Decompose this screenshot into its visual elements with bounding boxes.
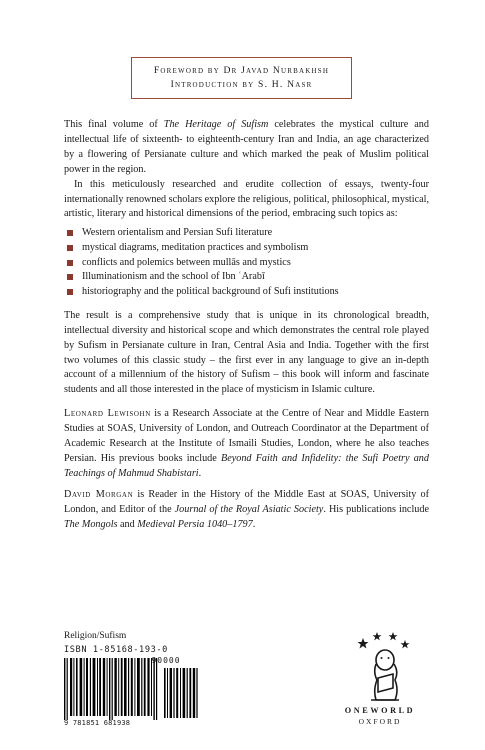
bullet-square-icon [67, 230, 73, 236]
topic-label: Illuminationism and the school of Ibn ʿArabī [82, 271, 265, 283]
topic-item [64, 241, 429, 256]
bio-text: . His publications include [323, 503, 429, 515]
bio-text: is Reader in the History of the Middle East at SOAS, University of London, and Editor of the [64, 488, 429, 515]
topic-label: historiography and the political background of Sufi institutions [82, 286, 339, 298]
foreword-credit: Foreword by Dr Javad Nurbakhsh [153, 65, 330, 76]
series-title: The Heritage of Sufism [163, 119, 269, 130]
topic-item [64, 226, 429, 241]
isbn-label: ISBN 1-85168-193-0 [64, 645, 168, 655]
bio-text: . [198, 467, 202, 479]
topic-item [64, 270, 429, 285]
summary-paragraph: The result is a comprehensive study that is unique in its chronological breadth, intellectual diversity and historical scope and which demonstrates the central role played by Sufism in Persianate culture in Iran, Central Asia and India. Together with the first two volumes of this classic study – the first ever in any language to give an in-depth account of a millennium of the history of Sufism – this book will inform and fascinate students and all those interested in the place of mysticism in Islamic culture. [64, 309, 429, 396]
bio-morgan [64, 488, 429, 533]
bullet-square-icon [67, 274, 73, 280]
journal-title: Journal of the Royal Asiatic Society [174, 503, 324, 515]
publisher-imprint [330, 705, 430, 727]
book-title: Medieval Persia 1040–1797 [137, 518, 253, 530]
book-title: The Mongols [64, 518, 118, 530]
publisher-name: ONEWORLD [344, 706, 416, 715]
author-name-morgan: David Morgan [64, 488, 134, 500]
barcode-icon [64, 658, 198, 720]
oneworld-logo-icon [343, 630, 423, 710]
intro-paragraph-1 [64, 118, 429, 178]
bullet-square-icon [67, 245, 73, 251]
bio-lewisohn [64, 407, 429, 482]
book-title: Beyond Faith and Infidelity: the Sufi Poetry and Teachings of Mahmud Shabistari [64, 453, 429, 479]
intro-text-a: This final volume of [64, 119, 164, 130]
credits-box [131, 57, 352, 99]
back-cover-text [64, 118, 429, 533]
category-label: Religion/Sufism [64, 631, 127, 641]
intro-text-b: celebrates the mystical culture and intellectual life of sixteenth- to eighteenth-century Iran and India, an age characterized by a flowering of Persianate culture and which marked the peak of Muslim political power in the region. [64, 119, 429, 175]
author-name-lewisohn: Leonard Lewisohn [64, 408, 151, 420]
topic-item [64, 256, 429, 271]
topic-label: mystical diagrams, meditation practices and symbolism [82, 242, 309, 254]
topic-label: conflicts and polemics between mullās and mystics [82, 256, 291, 268]
bio-text: is a Research Associate at the Centre of Near and Middle Eastern Studies at SOAS, University of London, and Outreach Coordinator at the Department of Academic Research at the Institute of Ismaili Studies, London, where he also teaches Persian. His previous books include [64, 408, 429, 465]
bullet-square-icon [67, 260, 73, 266]
topic-item [64, 285, 429, 300]
barcode-digits: 9 781851 681938 [64, 719, 131, 727]
addon-code: 90000 [151, 656, 181, 665]
topic-list [64, 226, 429, 300]
bio-text: . [252, 518, 256, 530]
introduction-credit: Introduction by S. H. Nasr [170, 79, 313, 90]
publisher-city: OXFORD [358, 717, 402, 726]
bio-text: and [117, 518, 138, 530]
bullet-square-icon [67, 289, 73, 295]
intro-paragraph-2: In this meticulously researched and erudite collection of essays, twenty-four internationally renowned scholars explore the religious, political, philosophical, mystical, artistic, literary and historical dimensions of the period, embracing such topics as: [64, 178, 429, 220]
topic-label: Western orientalism and Persian Sufi literature [82, 227, 273, 239]
